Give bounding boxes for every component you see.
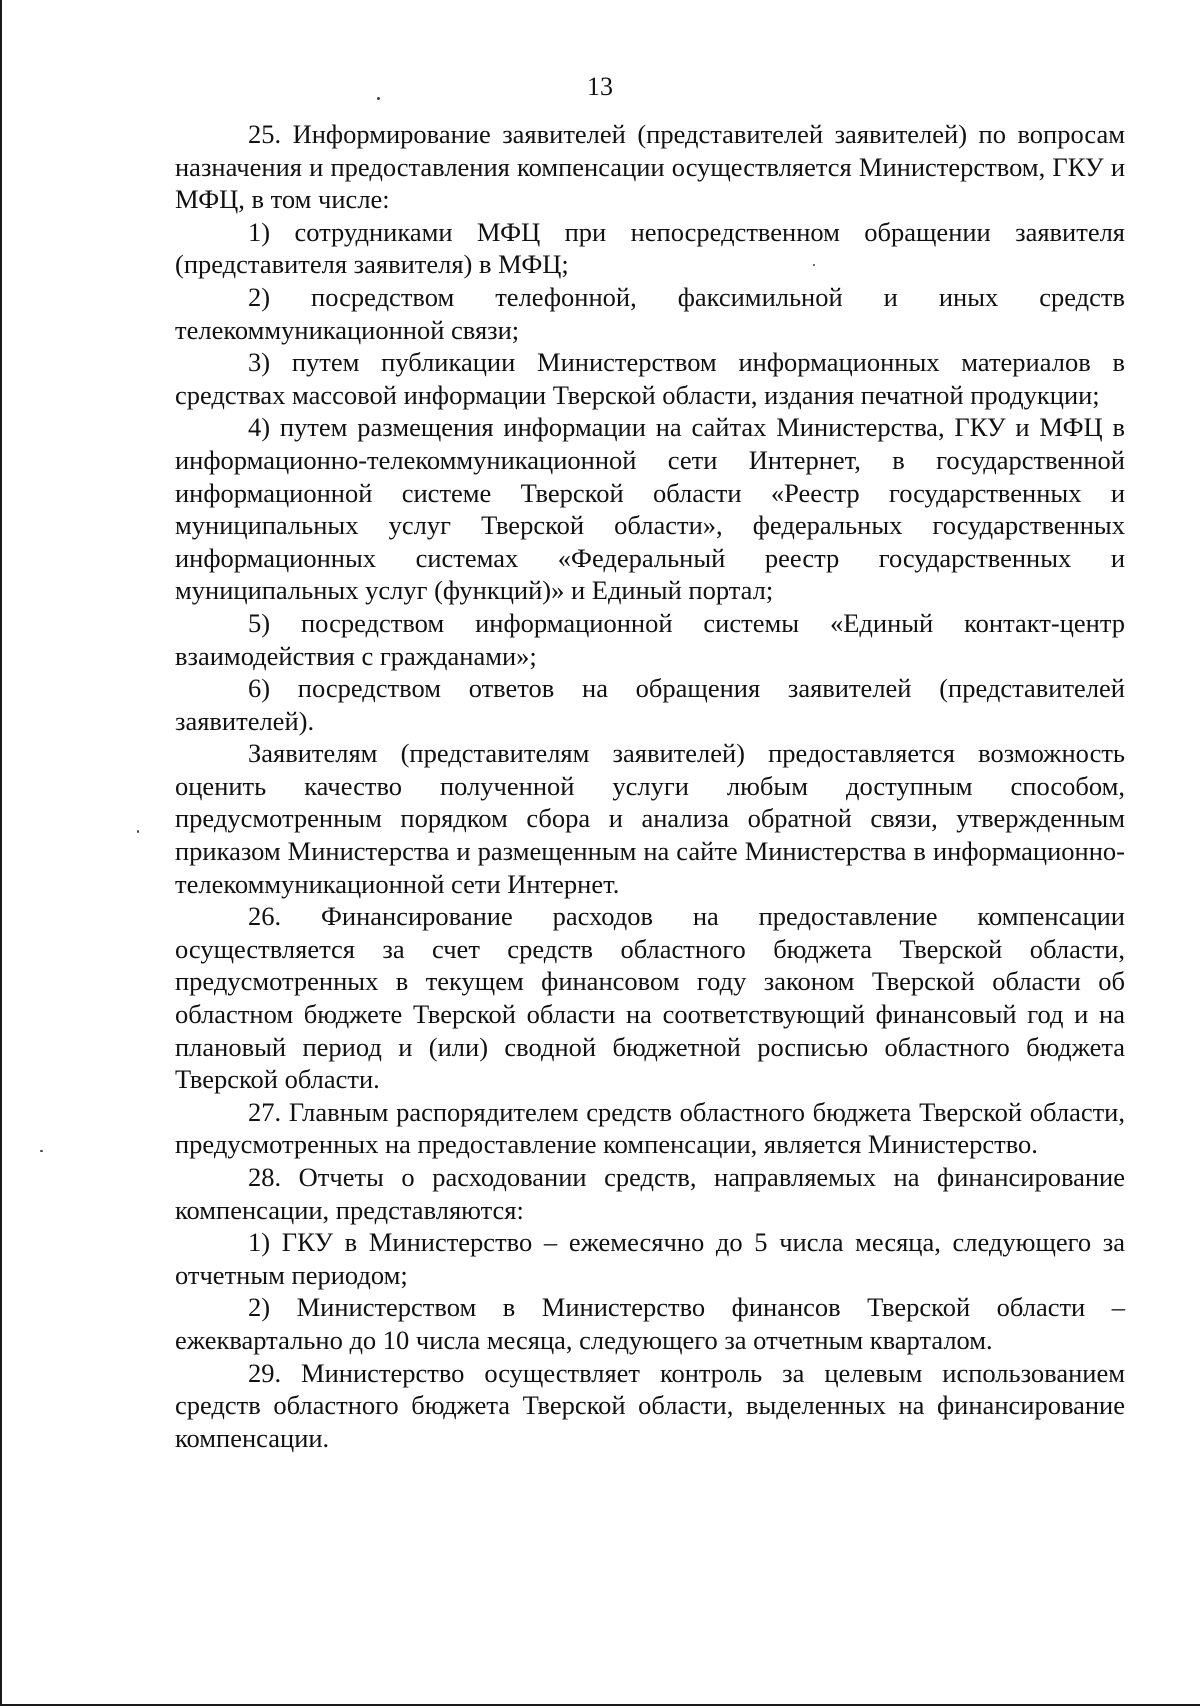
- list-item-28-2: 2) Министерством в Министерство финансов Тверской области – ежеквартально до 10 числа месяца, следующего за отчетным кварталом.: [175, 1292, 1125, 1355]
- list-item-25-1: 1) сотрудниками МФЦ при непосредственном обращении заявителя (представителя заявителя) в МФЦ;: [175, 216, 1125, 280]
- paragraph-feedback: Заявителям (представителям заявителей) предоставляется возможность оценить качество полученной услуги любым доступным способом, предусмотренным порядком сбора и анализа обратной связи, утвержденным приказом Министерства и размещенным на сайте Министерства в информационно-телекоммуникационной сети Интернет.: [175, 738, 1125, 899]
- paragraph-25: 25. Информирование заявителей (представителей заявителей) по вопросам назначения и предоставления компенсации осуществляется Министерством, ГКУ и МФЦ, в том числе:: [175, 119, 1125, 215]
- paragraph-29: 29. Министерство осуществляет контроль за целевым использованием средств областного бюджета Тверской области, выделенных на финансирование компенсации.: [175, 1357, 1125, 1453]
- list-item-25-6: 6) посредством ответов на обращения заявителей (представителей заявителей).: [175, 673, 1125, 736]
- list-item-25-2: 2) посредством телефонной, факсимильной и иных средств телекоммуникационной связи;: [175, 281, 1125, 345]
- list-item-25-4: 4) путем размещения информации на сайтах Министерства, ГКУ и МФЦ в информационно-телекоммуникационной сети Интернет, в государственной информационной системе Тверской области «Реестр государственных и муниципальных услуг Тверской области», федеральных государственных информационных системах «Федеральный реестр государственных и муниципальных услуг (функций)» и Единый портал;: [175, 412, 1125, 606]
- list-item-25-5: 5) посредством информационной системы «Единый контакт-центр взаимодействия с гражданами»;: [175, 607, 1125, 671]
- paragraph-27: 27. Главным распорядителем средств областного бюджета Тверской области, предусмотренных на предоставление компенсации, является Министерство.: [175, 1096, 1125, 1160]
- paragraph-26: 26. Финансирование расходов на предоставление компенсации осуществляется за счет средств областного бюджета Тверской области, предусмотренных в текущем финансовом году законом Тверской области об областном бюджете Тверской области на соответствующий финансовый год и на плановый период и (или) сводной бюджетной росписью областного бюджета Тверской области.: [175, 901, 1125, 1095]
- list-item-28-1: 1) ГКУ в Министерство – ежемесячно до 5 числа месяца, следующего за отчетным периодом;: [175, 1227, 1125, 1290]
- scan-edge-left: [0, 0, 2, 1706]
- list-item-25-3: 3) путем публикации Министерством информационных материалов в средствах массовой информации Тверской области, издания печатной продукции;: [175, 347, 1125, 410]
- document-body: [175, 118, 1125, 1454]
- page-number: 13: [587, 72, 613, 101]
- scan-speck: [40, 1150, 43, 1152]
- scan-speck: [137, 830, 139, 833]
- paragraph-28: 28. Отчеты о расходовании средств, направляемых на финансирование компенсации, представляются:: [175, 1162, 1125, 1225]
